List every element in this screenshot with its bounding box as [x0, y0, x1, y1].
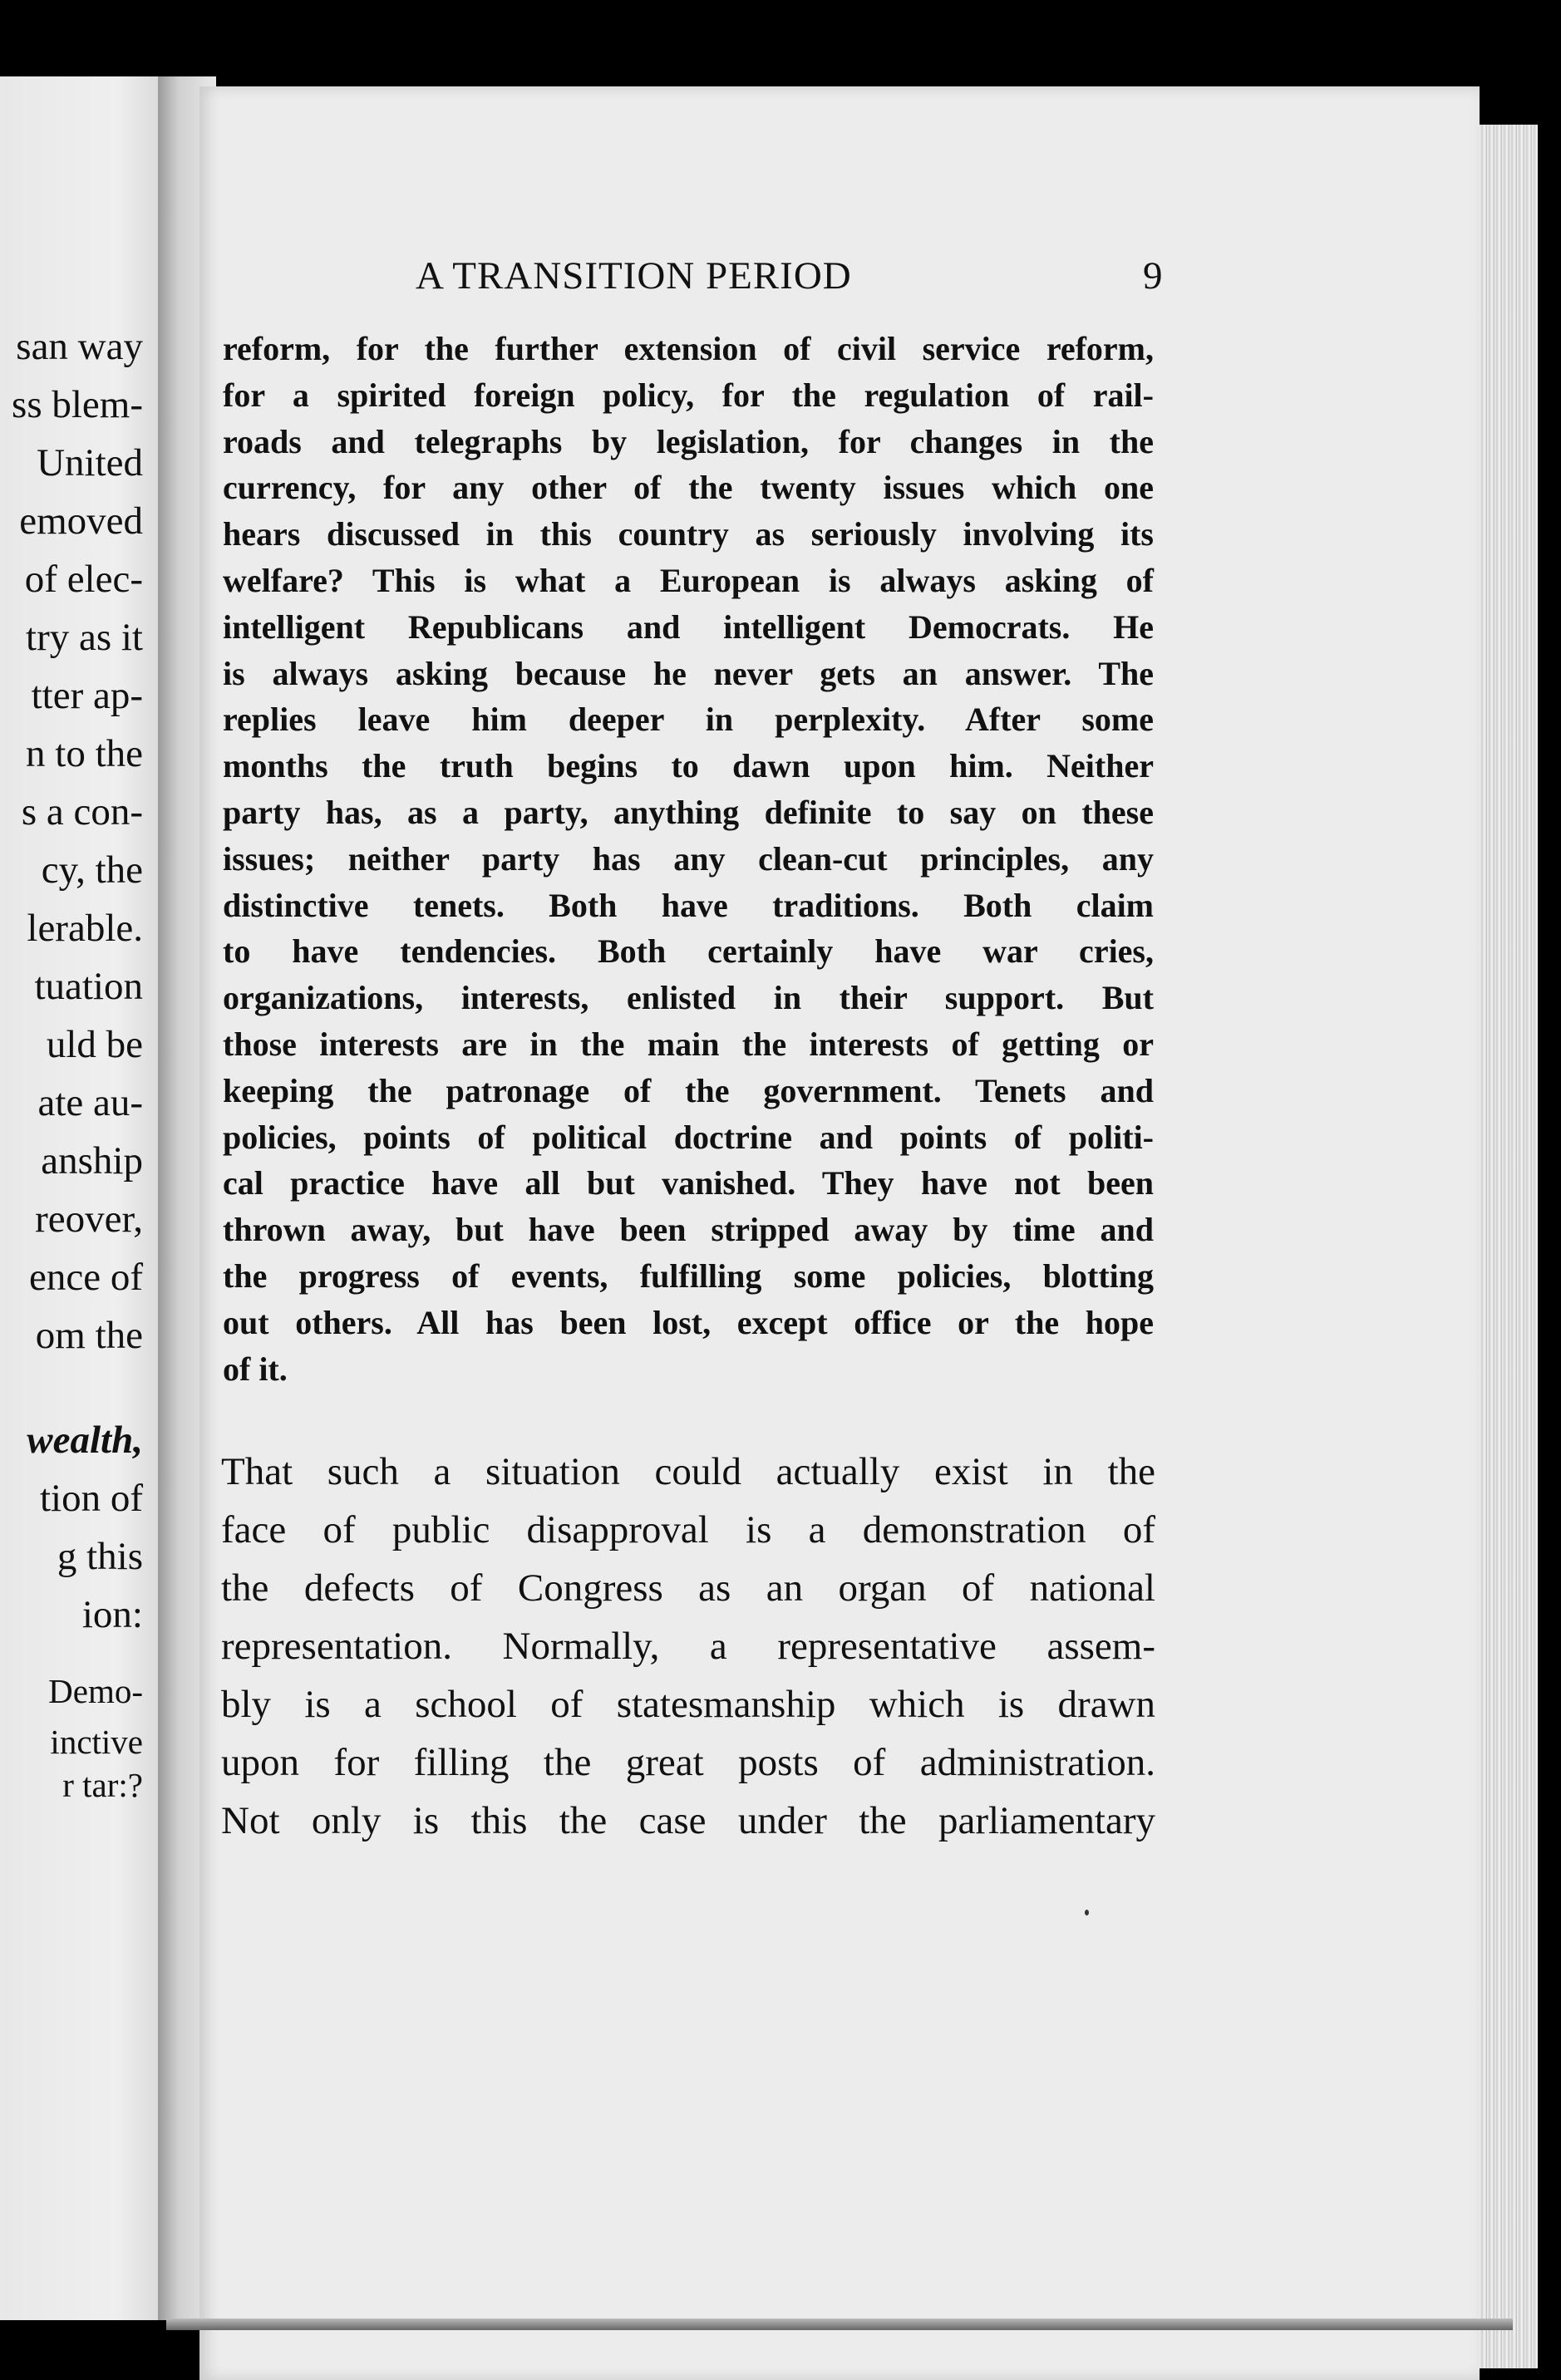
previous-page-line: g this [57, 1535, 143, 1578]
previous-page-line: s a con- [21, 790, 143, 833]
body-paragraph [221, 1443, 1155, 1850]
text-line: those interests are in the main the interests of getting or [223, 1025, 1154, 1063]
text-line: is always asking because he never gets an answer. The [223, 654, 1154, 692]
text-line: out others. All has been lost, except office or the hope [223, 1303, 1154, 1341]
previous-page-line: inctive [50, 1723, 143, 1761]
previous-page-line: United [37, 441, 143, 484]
previous-page-line: ss blem- [12, 383, 143, 426]
previous-page-line: Demo- [48, 1672, 143, 1710]
running-head: A TRANSITION PERIOD [416, 254, 852, 298]
text-line: party has, as a party, anything definite to say on these [223, 793, 1154, 831]
text-line: Not only is this the case under the parliamentary [221, 1799, 1155, 1842]
text-line: organizations, interests, enlisted in their support. But [223, 979, 1154, 1017]
previous-page-line: lerable. [27, 907, 143, 950]
text-line: to have tendencies. Both certainly have war cries, [223, 932, 1154, 971]
previous-page-line: ence of [29, 1256, 143, 1299]
text-line: roads and telegraphs by legislation, for changes in the [223, 422, 1154, 460]
text-line: bly is a school of statesmanship which is drawn [221, 1683, 1155, 1726]
previous-page-line: ate au- [37, 1081, 143, 1124]
text-line: upon for filling the great posts of administration. [221, 1741, 1155, 1784]
previous-page-line: of elec- [24, 558, 143, 601]
text-line: policies, points of political doctrine and points of politi- [223, 1118, 1154, 1156]
text-line: intelligent Republicans and intelligent Democrats. He [223, 607, 1154, 646]
text-line: That such a situation could actually exist in the [221, 1450, 1155, 1493]
text-line: currency, for any other of the twenty issues which one [223, 469, 1154, 507]
text-line: of it. [223, 1350, 288, 1388]
page-number: 9 [1143, 254, 1163, 298]
previous-page-fragment [0, 76, 166, 2320]
paragraph-gap [0, 1644, 143, 1662]
text-line: for a spirited foreign policy, for the regulation of rail- [223, 376, 1154, 414]
text-line: face of public disapproval is a demonstration of [221, 1508, 1155, 1551]
text-line: distinctive tenets. Both have traditions. Both claim [223, 886, 1154, 924]
page-edge-stack [1480, 125, 1538, 2368]
text-line: issues; neither party has any clean-cut principles, any [223, 839, 1154, 878]
page-bottom-edge [166, 2319, 1513, 2330]
previous-page-line: tter ap- [31, 674, 143, 717]
previous-page-line: try as it [26, 616, 143, 659]
previous-page-line: anship [41, 1139, 143, 1183]
previous-page-line: san way [16, 325, 143, 368]
previous-page-line: reover, [35, 1197, 143, 1241]
previous-page-line: uld be [46, 1023, 143, 1066]
text-line: hears discussed in this country as seriously involving its [223, 515, 1154, 553]
previous-page-line: wealth, [27, 1419, 143, 1462]
text-line: the progress of events, fulfilling some policies, blotting [223, 1256, 1154, 1295]
previous-page-line: emoved [19, 499, 143, 543]
text-line: months the truth begins to dawn upon him. Neither [223, 747, 1154, 785]
text-line: the defects of Congress as an organ of national [221, 1566, 1155, 1610]
text-line: replies leave him deeper in perplexity. After some [223, 701, 1154, 739]
quoted-passage [223, 326, 1154, 1392]
previous-page-line: om the [35, 1314, 143, 1357]
previous-page-line: r tar:? [62, 1766, 143, 1804]
text-line: keeping the patronage of the government. Tenets and [223, 1071, 1154, 1109]
previous-page-line: tuation [34, 965, 143, 1008]
text-line: reform, for the further extension of civil service reform, [223, 330, 1154, 367]
previous-page-text [0, 317, 143, 1807]
scan-speck [1085, 1910, 1089, 1915]
text-line: thrown away, but have been stripped away by time and [223, 1211, 1154, 1249]
text-line: cal practice have all but vanished. They have not been [223, 1164, 1154, 1202]
previous-page-line: cy, the [41, 848, 143, 892]
text-line: representation. Normally, a representative assem- [221, 1625, 1155, 1668]
previous-page-line: tion of [39, 1477, 143, 1520]
text-line: welfare? This is what a European is always asking of [223, 561, 1154, 599]
paragraph-gap [0, 1365, 143, 1411]
previous-page-line: ion: [81, 1593, 143, 1636]
previous-page-line: n to the [26, 732, 143, 775]
